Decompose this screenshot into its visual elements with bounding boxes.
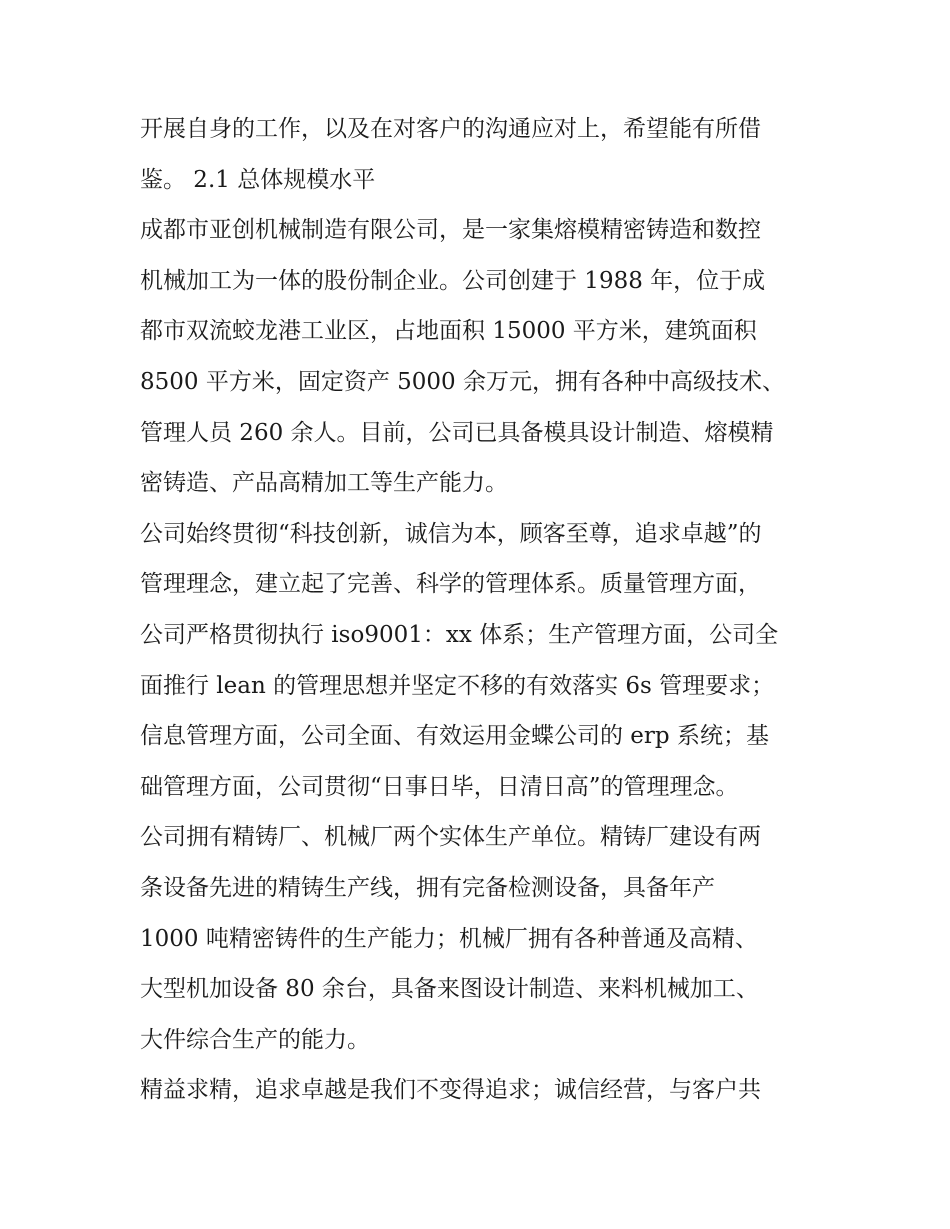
text-line: 公司拥有精铸厂、机械厂两个实体生产单位。精铸厂建设有两 (140, 824, 761, 851)
text-line: 公司严格贯彻执行 iso9001：xx 体系；生产管理方面，公司全 (140, 621, 779, 648)
text-line: 公司始终贯彻“科技创新，诚信为本，顾客至尊，追求卓越”的 (140, 520, 762, 547)
text-line: 1000 吨精密铸件的生产能力；机械厂拥有各种普通及高精、 (140, 925, 758, 952)
text-line: 成都市亚创机械制造有限公司，是一家集熔模精密铸造和数控 (140, 217, 761, 244)
text-line: 8500 平方米，固定资产 5000 余万元，拥有各种中高级技术、 (140, 368, 785, 395)
document-body (140, 104, 820, 1116)
text-line: 精益求精，追求卓越是我们不变得追求；诚信经营，与客户共 (140, 1077, 761, 1104)
text-line: 大件综合生产的能力。 (140, 1026, 370, 1053)
text-line: 机械加工为一体的股份制企业。公司创建于 1988 年，位于成 (140, 267, 766, 294)
text-line: 开展自身的工作，以及在对客户的沟通应对上，希望能有所借 (140, 116, 761, 142)
text-line: 密铸造、产品高精加工等生产能力。 (140, 470, 508, 497)
text-line: 都市双流蛟龙港工业区，占地面积 15000 平方米，建筑面积 (140, 318, 757, 345)
text-line: 础管理方面，公司贯彻“日事日毕，日清日高”的管理理念。 (140, 773, 739, 800)
text-line: 条设备先进的精铸生产线，拥有完备检测设备，具备年产 (140, 874, 715, 901)
text-line: 大型机加设备 80 余台，具备来图设计制造、来料机械加工、 (140, 976, 759, 1003)
text-line: 信息管理方面，公司全面、有效运用金蝶公司的 erp 系统；基 (140, 723, 769, 750)
section-heading-line: 鉴。 2.1 总体规模水平 (140, 166, 376, 193)
text-line: 管理理念，建立起了完善、科学的管理体系。质量管理方面， (140, 571, 761, 598)
text-line: 面推行 lean 的管理思想并坚定不移的有效落实 6s 管理要求； (140, 672, 775, 699)
text-line: 管理人员 260 余人。目前，公司已具备模具设计制造、熔模精 (140, 419, 774, 446)
